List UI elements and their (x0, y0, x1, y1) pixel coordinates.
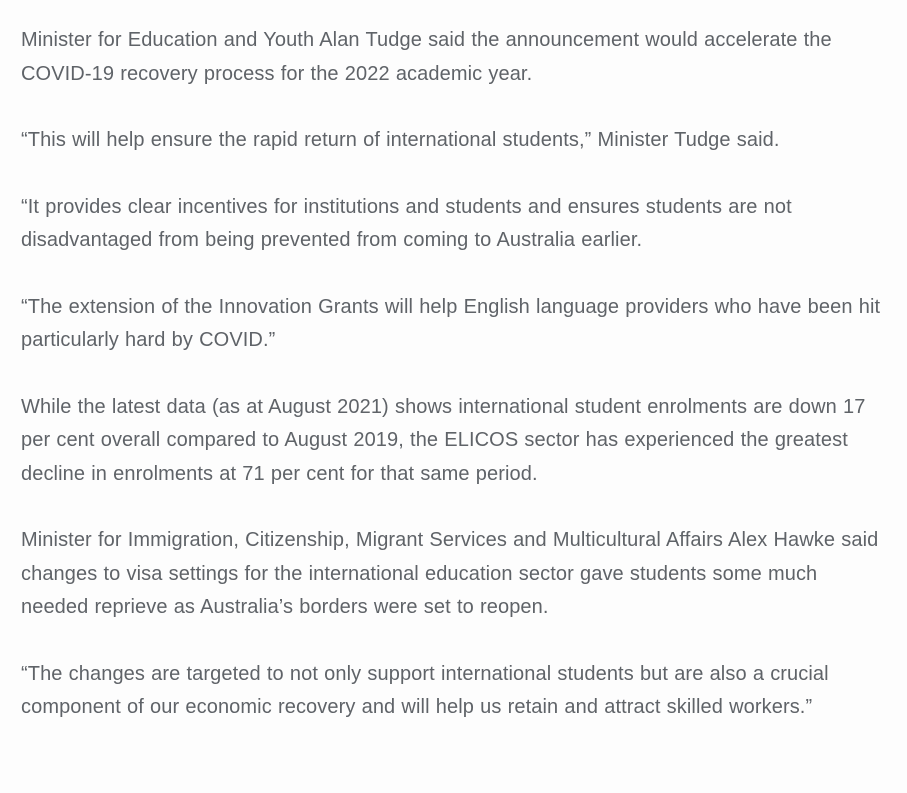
article-paragraph: “The extension of the Innovation Grants will help English language providers who have been hit particularly hard by COVID.” (21, 295, 881, 351)
article-paragraph: “The changes are targeted to not only support international students but are also a crucial component of our economic recovery and will help us retain and attract skilled workers.” (21, 662, 829, 718)
article-paragraph: Minister for Education and Youth Alan Tudge said the announcement would accelerate the COVID-19 recovery process for the 2022 academic year. (21, 29, 832, 85)
article-paragraph: “It provides clear incentives for institutions and students and ensures students are not disadvantaged from being prevented from coming to Australia earlier. (21, 195, 792, 251)
article-paragraph: “This will help ensure the rapid return of international students,” Minister Tudge said. (21, 129, 780, 151)
article-paragraph: Minister for Immigration, Citizenship, Migrant Services and Multicultural Affairs Alex Hawke said changes to visa settings for the international education sector gave students some much needed reprieve as Australia’s borders were set to reopen. (21, 529, 879, 618)
article-paragraph: While the latest data (as at August 2021) shows international student enrolments are down 17 per cent overall compared to August 2019, the ELICOS sector has experienced the greatest decline in enrolments at 71 per cent for that same period. (21, 395, 866, 485)
